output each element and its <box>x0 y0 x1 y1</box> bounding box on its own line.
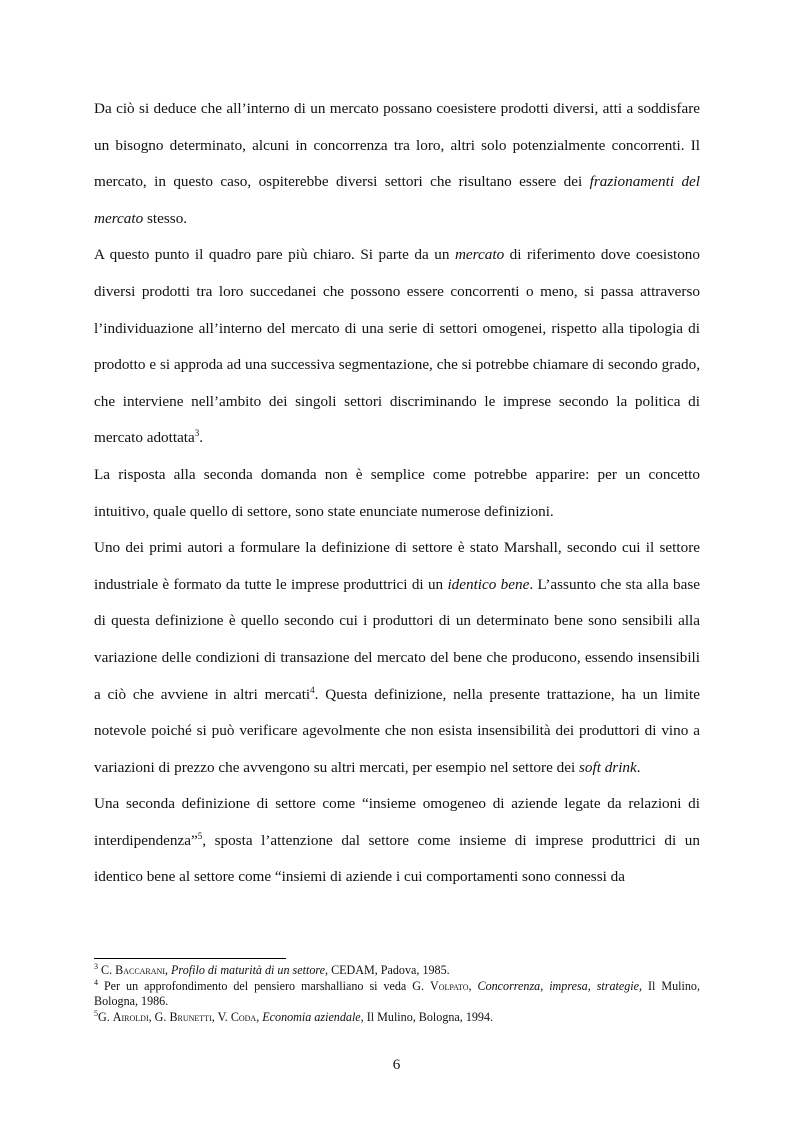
paragraph-3: La risposta alla seconda domanda non è semplice come potrebbe apparire: per un concetto intuitivo, quale quello di settore, sono state enunciate numerose definizioni. <box>94 465 700 520</box>
paragraph-4: Uno dei primi autori a formulare la definizione di settore è stato Marshall, secondo cui il settore industriale è formato da tutte le imprese produttrici di un identico bene. L’assunto che sta alla base di questa definizione è quello secondo cui i produttori di un determinato bene sono sensibili alla variazione delle condizioni di transazione del mercato del bene che producono, essendo insensibili a ciò che avviene in altri mercati$^4$. Questa definizione, nella presente trattazione, ha un limite notevole poiché si può verificare agevolmente che non esista insensibilità dei produttori di vino a variazioni di prezzo che avvengono su altri mercati, per esempio nel settore dei soft drink. <box>94 539 701 776</box>
footnotes <box>94 963 700 1025</box>
paragraph-2: A questo punto il quadro pare più chiaro. Si parte da un mercato di riferimento dove coesistono diversi prodotti tra loro succedanei che possono essere concorrenti o meno, si passa attraverso l’individuazione all’interno del mercato di una serie di settori omogenei, rispetto alla tipologia di prodotto e si approda ad una successiva segmentazione, che si potrebbe chiamare di secondo grado, che interviene nell’ambito dei singoli settori discriminando le imprese secondo la politica di mercato adottata$^3$. <box>94 246 700 447</box>
paragraph-5: Una seconda definizione di settore come “insieme omogeneo di aziende legate da relazioni di interdipendenza”$^5$, sposta l’attenzione dal settore come insieme di imprese produttrici di un identico bene al settore come “insiemi di aziende i cui comportamenti sono connessi da <box>94 795 700 886</box>
footnote-3: $^3$ C. Baccarani, Profilo di maturità di un settore, CEDAM, Padova, 1985. <box>94 961 450 977</box>
paragraph-1: Da ciò si deduce che all’interno di un mercato possano coesistere prodotti diversi, atti a soddisfare un bisogno determinato, alcuni in concorrenza tra loro, altri solo potenzialmente concorrenti. Il mercato, in questo caso, ospiterebbe diversi settori che risultano essere dei frazionamenti del mercato stesso. <box>94 100 700 227</box>
emphasis: identico bene <box>447 575 530 593</box>
page-number: 6 <box>392 1056 401 1073</box>
emphasis: soft drink <box>578 758 637 776</box>
footnote-separator <box>94 958 286 959</box>
footnote-ref-4[interactable]: 4 <box>310 684 315 695</box>
footnote-ref-5[interactable]: 5 <box>197 830 203 841</box>
footnote-4: $^4$ Per un approfondimento del pensiero marshalliano si veda G. Volpato, Concorrenza, impresa, strategie, Il Mulino, Bologna, 1986. <box>94 977 700 1009</box>
emphasis: frazionamenti del mercato <box>94 173 700 227</box>
emphasis: mercato <box>454 246 505 264</box>
footnote-5: $^5$G. Airoldi, G. Brunetti, V. Coda, Economia aziendale, Il Mulino, Bologna, 1994. <box>94 1008 494 1024</box>
footnote-ref-3[interactable]: 3 <box>194 428 200 439</box>
body-text <box>94 91 700 896</box>
